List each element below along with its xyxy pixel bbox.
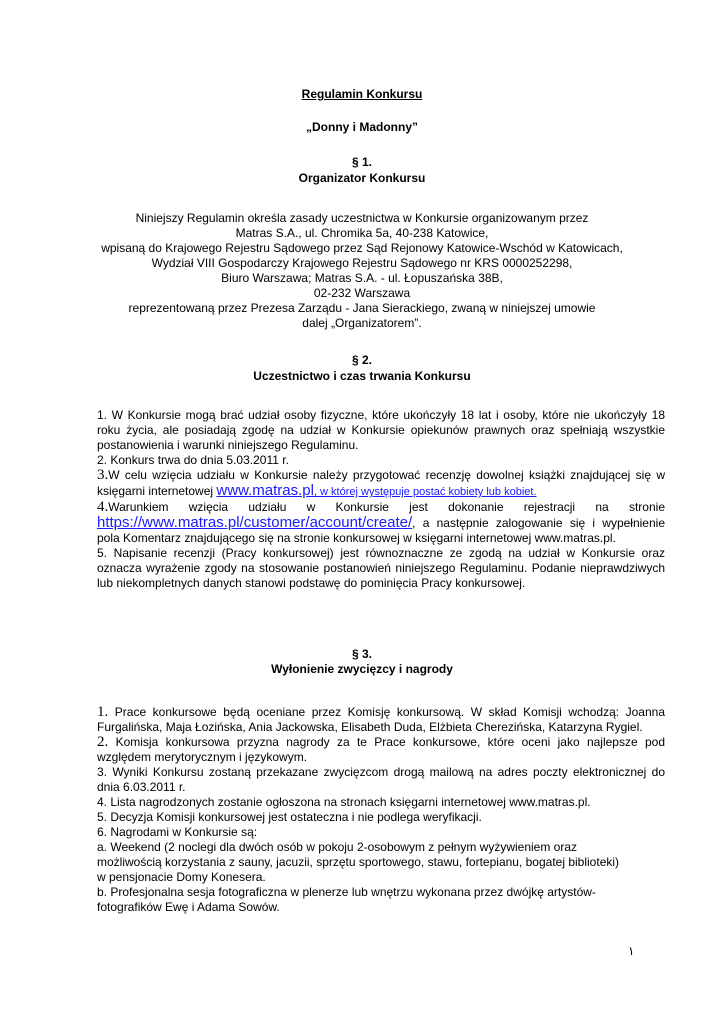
section-1-sign: § 1.: [351, 155, 372, 169]
rule-2-4: [97, 500, 665, 546]
prize-b-line: fotografików Ewę i Adama Sowów.: [97, 900, 280, 914]
prize-a: [97, 840, 665, 885]
page-number: ١: [628, 944, 635, 958]
organizer-line: Biuro Warszawa; Matras S.A. - ul. Łopuszańska 38B,: [221, 271, 503, 285]
section-2-sign: § 2.: [351, 353, 372, 367]
prize-b-line: b. Profesjonalna sesja fotograficzna w plenerze lub wnętrzu wykonana przez dwójkę artystów-: [97, 885, 596, 899]
rule-3-2: [97, 735, 665, 765]
rule-3-2-text: Komisja konkursowa przyzna nagrody za te Prace konkursowe, które oceni jako najlepsze pod względem merytorycznym i językowym.: [97, 735, 665, 764]
document-title: Regulamin Konkursu: [301, 87, 423, 101]
rule-2-3-text: W celu wzięcia udziału w Konkursie należy przygotować recenzję dowolnej książki znajdującej się w księgarni internetowej: [97, 468, 665, 498]
rule-2-4-text: Warunkiem wzięcia udziału w Konkursie jest dokonanie rejestracji na stronie: [108, 500, 665, 514]
prize-a-line: a. Weekend (2 noclegi dla dwóch osób w pokoju 2-osobowym z pełnym wyżywieniem oraz: [97, 840, 578, 854]
rule-2-3: [97, 468, 665, 500]
organizer-line: dalej „Organizatorem”.: [302, 316, 422, 330]
rule-2-1: 1. W Konkursie mogą brać udział osoby fizyczne, które ukończyły 18 lat i osoby, które nie ukończyły 18 roku życia, ale posiadają zgodę na udział w Konkursie opiekunów prawnych oraz spełniają wszystkie postanowienia i warunki niniejszego Regulaminu.: [97, 408, 665, 452]
rule-2-3-number: 3.: [97, 467, 109, 483]
rule-3-5: 5. Decyzja Komisji konkursowej jest ostateczna i nie podlega weryfikacji.: [97, 810, 482, 824]
organizer-line: reprezentowaną przez Prezesa Zarządu - Jana Sierackiego, zwaną w niniejszej umowie: [128, 301, 596, 315]
organizer-line: Matras S.A., ul. Chromika 5a, 40-238 Katowice,: [235, 226, 489, 240]
rule-3-2-number: 2.: [97, 734, 109, 750]
rule-3-1: [97, 705, 665, 735]
rule-3-6: 6. Nagrodami w Konkursie są:: [97, 825, 258, 839]
prize-a-line: możliwością korzystania z sauny, jacuzii, sprzętu sportowego, stawu, fortepianu, bogatej biblioteki): [97, 855, 620, 869]
matras-link-tail[interactable]: , w której występuje postać kobiety lub kobiet.: [313, 486, 537, 498]
rule-3-1-text: Prace konkursowe będą oceniane przez Komisję konkursową. W skład Komisji wchodzą: Joanna Furgalińska, Maja Łozińska, Ania Jackowska, Elisabeth Duda, Elżbieta Cherezińska, Katarzyna Rygiel.: [97, 705, 665, 734]
organizer-line: 02-232 Warszawa: [313, 286, 411, 300]
section-3-sign: § 3.: [351, 647, 372, 661]
organizer-line: Wydział VIII Gospodarczy Krajowego Rejestru Sądowego nr KRS 0000252298,: [151, 256, 573, 270]
prize-a-line: w pensjonacie Domy Konesera.: [97, 870, 266, 884]
organizer-line: wpisaną do Krajowego Rejestru Sądowego przez Sąd Rejonowy Katowice-Wschód w Katowicach,: [101, 241, 623, 255]
rule-2-4-number: 4.: [97, 499, 109, 515]
section-2-heading: Uczestnictwo i czas trwania Konkursu: [253, 369, 471, 383]
contest-name: „Donny i Madonny”: [306, 120, 418, 134]
organizer-line: Niniejszy Regulamin określa zasady uczestnictwa w Konkursie organizowanym przez: [135, 211, 589, 225]
section-3-body: [97, 705, 665, 915]
rule-2-2: 2. Konkurs trwa do dnia 5.03.2011 r.: [97, 453, 289, 467]
rule-2-4-tail: , a następnie zalogowanie się i wypełnienie pola Komentarz znajdującego się na stronie konkursowej w księgarni internetowej www.matras.pl.: [97, 516, 665, 545]
section-2-body: [97, 408, 665, 591]
section-1-heading: Organizator Konkursu: [298, 171, 426, 185]
rule-3-3: 3. Wyniki Konkursu zostaną przekazane zwycięzcom drogą mailową na adres poczty elektronicznej do dnia 6.03.2011 r.: [97, 765, 665, 794]
registration-link[interactable]: https://www.matras.pl/customer/account/create/: [97, 514, 413, 531]
section-3-heading: Wyłonienie zwycięzcy i nagrody: [271, 662, 453, 676]
rule-2-5: 5. Napisanie recenzji (Pracy konkursowej) jest równoznaczne ze zgodą na udział w Konkursie oraz oznacza wyrażenie zgody na stosowanie postanowień niniejszego Regulaminu. Podanie nieprawdziwych lub niekompletnych danych stanowi podstawę do pominięcia Pracy konkursowej.: [97, 546, 665, 590]
rule-3-1-number: 1.: [97, 704, 109, 720]
prize-b: [97, 885, 665, 915]
rule-3-4: 4. Lista nagrodzonych zostanie ogłoszona na stronach księgarni internetowej www.matras.pl.: [97, 795, 591, 809]
matras-link[interactable]: www.matras.pl: [216, 482, 314, 499]
